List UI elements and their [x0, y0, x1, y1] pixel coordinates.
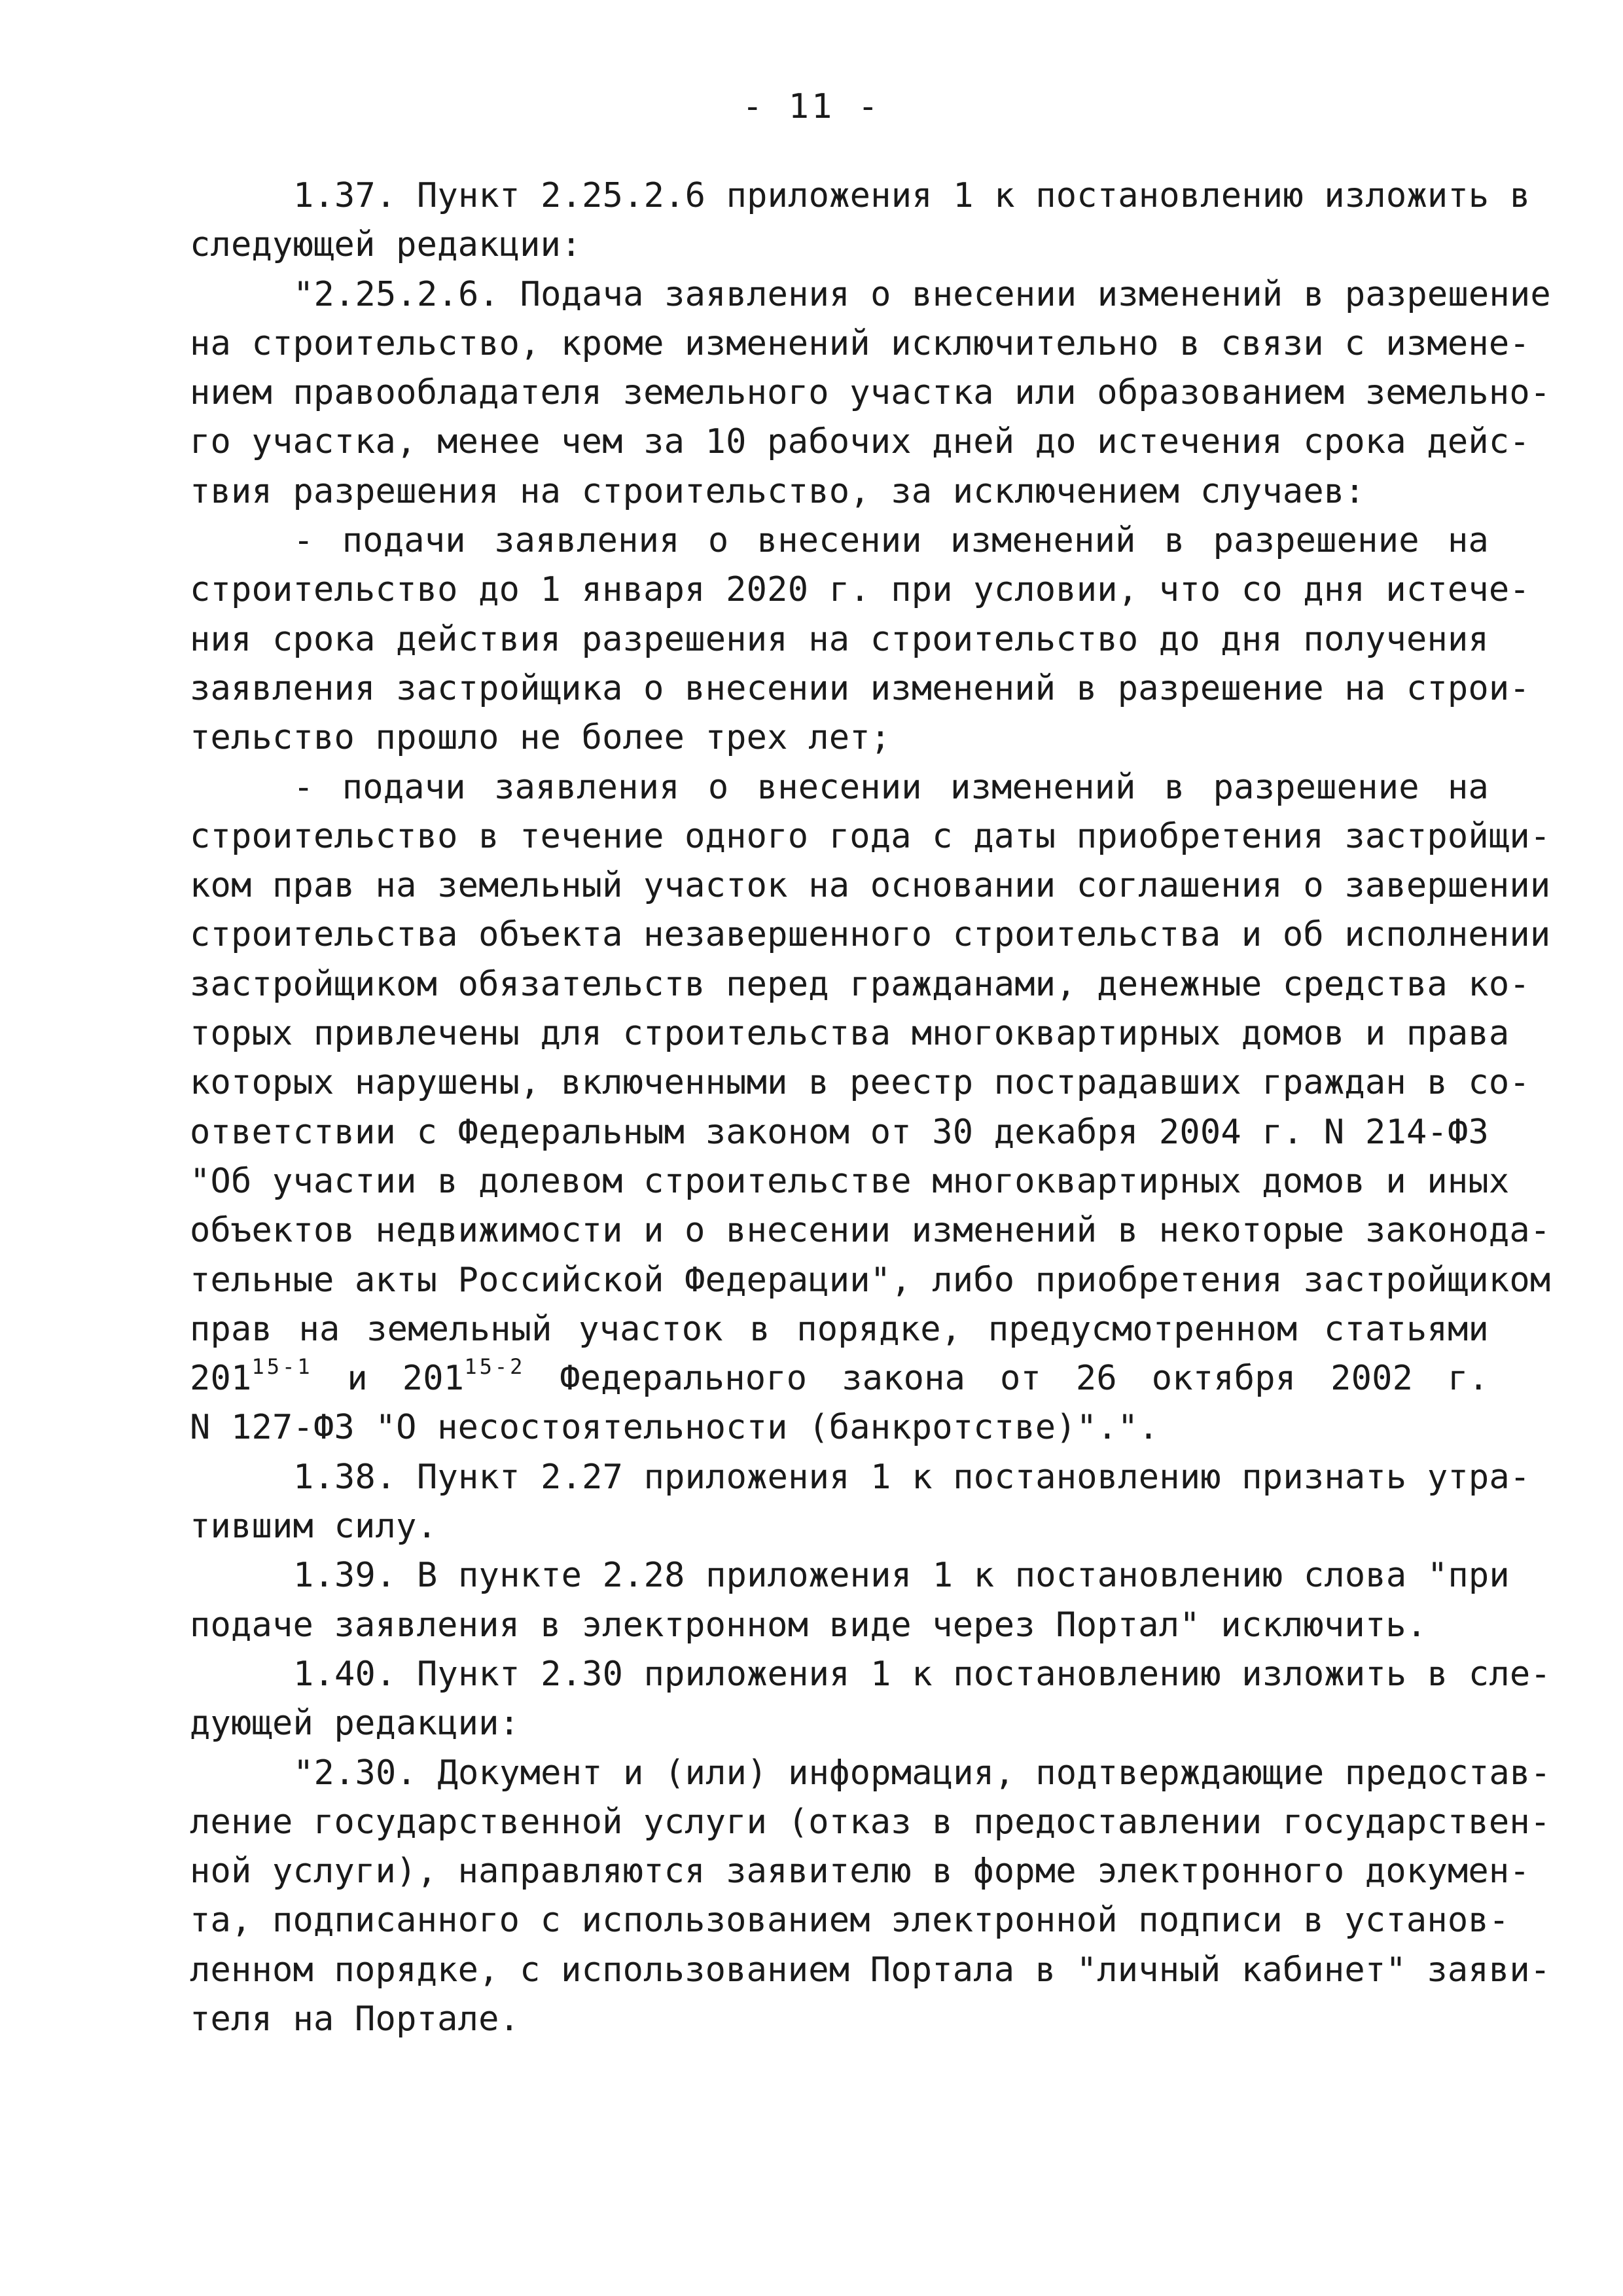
text-line: теля на Портале. — [190, 1999, 520, 2039]
text-line: которых нарушены, включенными в реестр пострадавших граждан в со- — [190, 1063, 1530, 1103]
text-line: нием правообладателя земельного участка или образованием земельно- — [190, 373, 1551, 413]
text-line: N 127-ФЗ "О несостоятельности (банкротстве)".". — [190, 1408, 1159, 1448]
conjunction-text: и — [312, 1359, 402, 1399]
text-line: тившим силу. — [190, 1507, 438, 1547]
text-line: "2.30. Документ и (или) информация, подтверждающие предостав- — [293, 1753, 1551, 1793]
text-line: 1.39. В пункте 2.28 приложения 1 к постановлению слова "при — [293, 1556, 1510, 1596]
text-line: 1.38. Пункт 2.27 приложения 1 к постановлению признать утра- — [293, 1457, 1531, 1497]
text-line: тельные акты Российской Федерации", либо приобретения застройщиком — [190, 1260, 1551, 1300]
text-line: ной услуги), направляются заявителю в форме электронного докумен- — [190, 1852, 1530, 1892]
text-line: объектов недвижимости и о внесении изменений в некоторые законода- — [190, 1211, 1551, 1251]
text-line: строительство до 1 января 2020 г. при условии, что со дня истече- — [190, 570, 1530, 610]
text-line: та, подписанного с использованием электронной подписи в установ- — [190, 1901, 1510, 1941]
text-line: строительства объекта незавершенного строительства и об исполнении — [190, 915, 1551, 955]
text-line: ленном порядке, с использованием Портала в "личный кабинет" заяви- — [190, 1950, 1551, 1990]
text-line: застройщиком обязательств перед гражданами, денежные средства ко- — [190, 964, 1530, 1004]
text-line: следующей редакции: — [190, 225, 582, 265]
text-line-with-superscripts — [190, 1354, 1489, 1403]
text-line: на строительство, кроме изменений исключительно в связи с измене- — [190, 323, 1530, 363]
article-number: 201 — [190, 1359, 252, 1399]
text-line: торых привлечены для строительства многоквартирных домов и права — [190, 1014, 1510, 1054]
text-line: 1.40. Пункт 2.30 приложения 1 к постановлению изложить в сле- — [293, 1654, 1551, 1694]
article-superscript: 15-1 — [251, 1354, 313, 1380]
text-line: "Об участии в долевом строительстве многоквартирных домов и иных — [190, 1161, 1510, 1201]
article-superscript: 15-2 — [464, 1354, 526, 1380]
text-line: - подачи заявления о внесении изменений в разрешение на — [293, 521, 1489, 561]
text-line: прав на земельный участок в порядке, предусмотренном статьями — [190, 1309, 1489, 1349]
text-line: "2.25.2.6. Подача заявления о внесении изменений в разрешение — [293, 274, 1551, 314]
document-body — [190, 171, 1551, 2044]
text-line: ответствии с Федеральным законом от 30 декабря 2004 г. N 214-ФЗ — [190, 1112, 1489, 1152]
page-number: - 11 - — [742, 87, 881, 126]
text-line: строительство в течение одного года с даты приобретения застройщи- — [190, 816, 1551, 856]
text-line: подаче заявления в электронном виде через Портал" исключить. — [190, 1605, 1427, 1645]
text-line: заявления застройщика о внесении изменений в разрешение на строи- — [190, 668, 1530, 708]
article-number: 201 — [402, 1359, 465, 1399]
text-line: дующей редакции: — [190, 1704, 520, 1744]
text-line: 1.37. Пункт 2.25.2.6 приложения 1 к постановлению изложить в — [293, 176, 1531, 215]
text-line: го участка, менее чем за 10 рабочих дней до истечения срока дейс- — [190, 422, 1530, 462]
text-line: ление государственной услуги (отказ в предоставлении государствен- — [190, 1802, 1551, 1842]
text-line: ния срока действия разрешения на строительство до дня получения — [190, 619, 1489, 659]
text-line: тельство прошло не более трех лет; — [190, 718, 891, 758]
text-line: - подачи заявления о внесении изменений в разрешение на — [293, 767, 1489, 807]
text-line: твия разрешения на строительство, за исключением случаев: — [190, 471, 1365, 511]
text-line: ком прав на земельный участок на основании соглашения о завершении — [190, 866, 1551, 906]
line-text: Федерального закона от 26 октября 2002 г. — [525, 1359, 1489, 1399]
